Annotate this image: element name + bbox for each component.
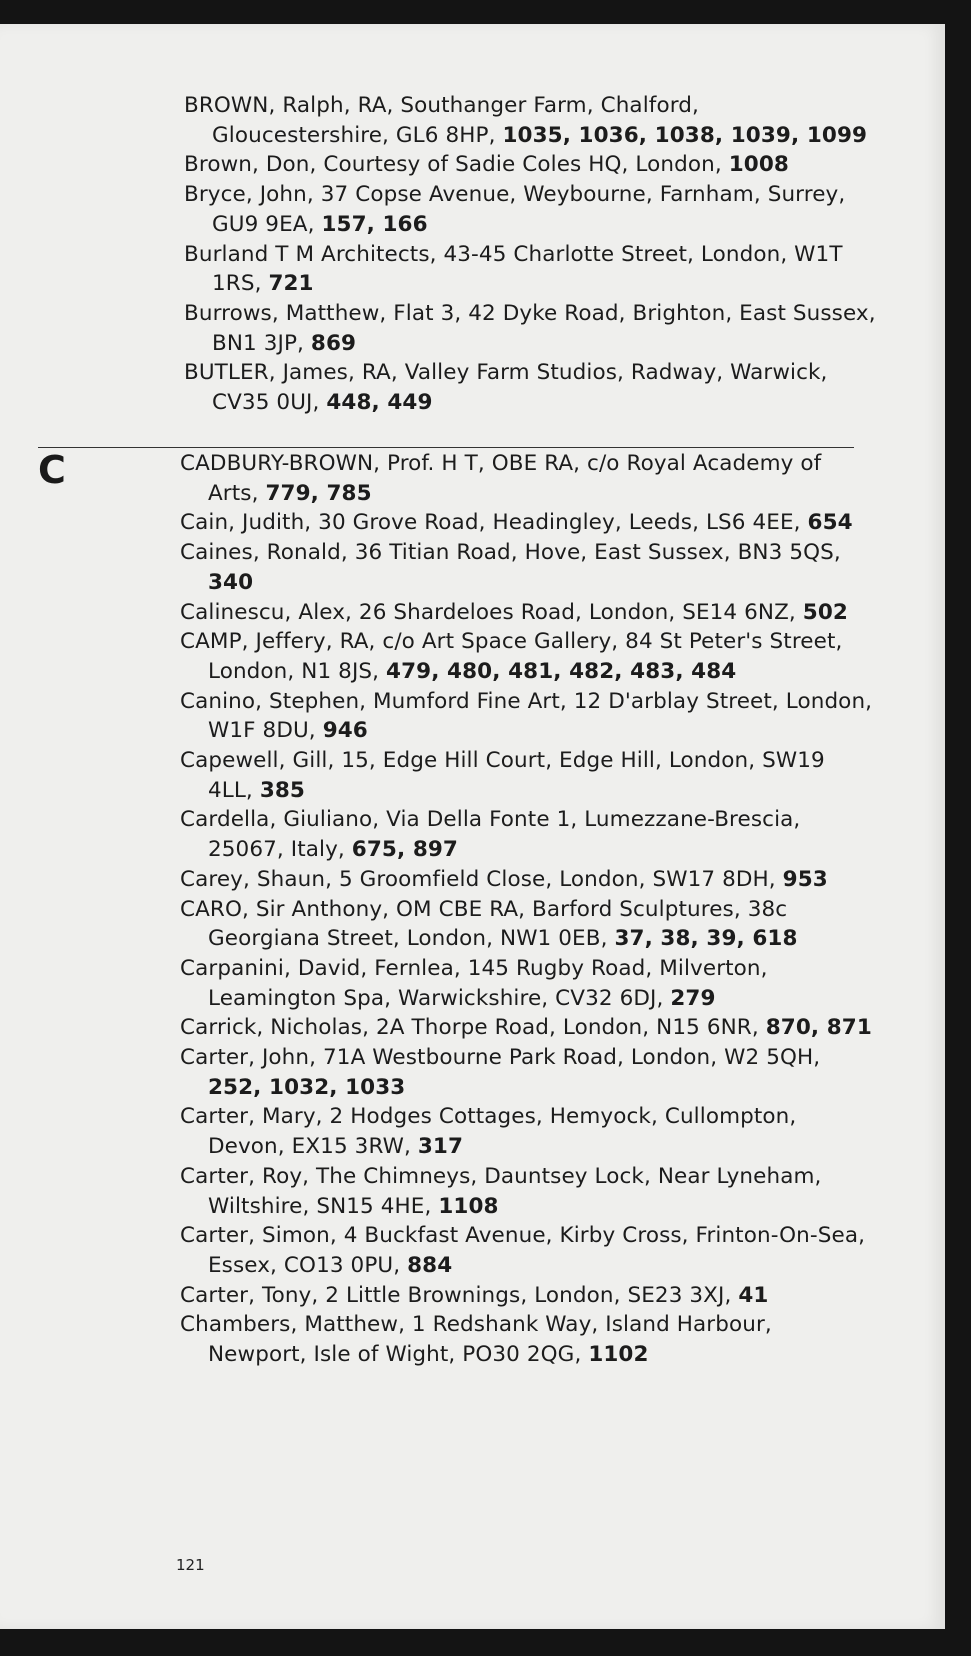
entry-pages: 1008 — [728, 152, 789, 178]
entry-address: CAMP, Jeffery, RA, c/o Art Space Gallery, 84 St Peter's Street, London, N1 8JS, — [180, 629, 843, 684]
entry-pages: 279 — [670, 985, 716, 1011]
entry-address: Carter, Simon, 4 Buckfast Avenue, Kirby Cross, Frinton-On-Sea, Essex, CO13 0PU, — [180, 1223, 866, 1278]
entry-address: Canino, Stephen, Mumford Fine Art, 12 D'arblay Street, London, W1F 8DU, — [180, 688, 873, 744]
index-entry — [184, 240, 877, 299]
entry-pages: 654 — [807, 510, 853, 536]
entry-pages: 884 — [407, 1252, 453, 1278]
index-entry — [184, 91, 877, 150]
section-divider — [38, 447, 854, 448]
entry-pages: 1102 — [588, 1342, 649, 1368]
entry-address: Carey, Shaun, 5 Groomfield Close, London, SW17 8DH, — [180, 866, 783, 892]
entry-pages: 946 — [322, 718, 368, 744]
entry-pages: 41 — [738, 1282, 769, 1308]
index-entry — [180, 598, 873, 628]
index-entry — [180, 1281, 873, 1311]
index-entry — [180, 1310, 873, 1369]
entry-address: Burrows, Matthew, Flat 3, 42 Dyke Road, Brighton, East Sussex, BN1 3JP, — [184, 300, 876, 356]
entry-pages: 1108 — [438, 1193, 499, 1219]
entry-pages: 340 — [208, 569, 254, 595]
entry-address: BUTLER, James, RA, Valley Farm Studios, Radway, Warwick, CV35 0UJ, — [184, 360, 828, 416]
index-entry — [180, 1013, 873, 1043]
index-entry — [180, 449, 873, 508]
index-entry — [184, 150, 877, 180]
index-entry — [180, 1221, 873, 1280]
entry-address: Calinescu, Alex, 26 Shardeloes Road, London, SE14 6NZ, — [180, 599, 803, 625]
index-entry — [180, 1043, 873, 1102]
entry-address: Carpanini, David, Fernlea, 145 Rugby Road, Milverton, Leamington Spa, Warwickshire, CV32 6DJ, — [180, 955, 768, 1011]
entry-pages: 1035, 1036, 1038, 1039, 1099 — [502, 122, 868, 148]
index-entry — [180, 865, 873, 895]
index-entry — [180, 895, 873, 954]
entry-pages: 779, 785 — [265, 480, 372, 506]
entry-address: Caines, Ronald, 36 Titian Road, Hove, East Sussex, BN3 5QS, — [180, 540, 841, 566]
entry-address: Carter, Roy, The Chimneys, Dauntsey Lock, Near Lyneham, Wiltshire, SN15 4HE, — [180, 1163, 822, 1219]
index-entry — [184, 180, 877, 239]
entry-list — [184, 91, 877, 418]
entry-address: Carrick, Nicholas, 2A Thorpe Road, London, N15 6NR, — [180, 1015, 766, 1041]
entry-pages: 448, 449 — [326, 390, 433, 416]
index-entry — [180, 538, 873, 597]
index-entry — [180, 1162, 873, 1221]
entry-address: Cain, Judith, 30 Grove Road, Headingley, Leeds, LS6 4EE, — [180, 510, 808, 536]
entry-pages: 385 — [259, 777, 305, 803]
entry-pages: 157, 166 — [321, 211, 428, 237]
entry-address: Capewell, Gill, 15, Edge Hill Court, Edge Hill, London, SW19 4LL, — [180, 748, 825, 803]
index-entry — [184, 299, 877, 358]
entry-pages: 870, 871 — [765, 1015, 872, 1041]
entry-address: Bryce, John, 37 Copse Avenue, Weybourne, Farnham, Surrey, GU9 9EA, — [184, 182, 846, 237]
entry-address: Brown, Don, Courtesy of Sadie Coles HQ, London, — [184, 152, 729, 178]
entry-pages: 721 — [268, 271, 314, 297]
index-entry — [180, 508, 873, 538]
index-entry — [180, 627, 873, 686]
entry-address: Burland T M Architects, 43-45 Charlotte Street, London, W1T 1RS, — [184, 241, 843, 297]
index-entry — [180, 746, 873, 805]
entry-pages: 317 — [417, 1134, 464, 1160]
entry-address: Cardella, Giuliano, Via Della Fonte 1, Lumezzane-Brescia, 25067, Italy, — [180, 807, 801, 863]
entry-address: Carter, Tony, 2 Little Brownings, London, SE23 3XJ, — [180, 1282, 739, 1308]
entry-list — [180, 449, 873, 1370]
index-page — [0, 24, 945, 1629]
entry-pages: 479, 480, 481, 482, 483, 484 — [386, 658, 737, 684]
entry-address: Carter, John, 71A Westbourne Park Road, London, W2 5QH, — [180, 1045, 821, 1071]
entry-address: CARO, Sir Anthony, OM CBE RA, Barford Sculptures, 38c Georgiana Street, London, NW1 0EB, — [180, 896, 788, 952]
entry-address: Chambers, Matthew, 1 Redshank Way, Island Harbour, Newport, Isle of Wight, PO30 2QG, — [180, 1312, 772, 1368]
entry-pages: 502 — [802, 599, 848, 625]
entry-pages: 37, 38, 39, 618 — [614, 926, 798, 952]
entry-address: BROWN, Ralph, RA, Southanger Farm, Chalford, Gloucestershire, GL6 8HP, — [184, 93, 699, 148]
entry-pages: 252, 1032, 1033 — [208, 1074, 406, 1100]
section-letter: C — [38, 448, 66, 492]
index-entry — [180, 687, 873, 746]
index-entry — [180, 954, 873, 1013]
page-number: 121 — [176, 1556, 205, 1574]
entry-pages: 869 — [310, 330, 357, 356]
index-entry — [180, 1102, 873, 1161]
entry-pages: 953 — [782, 866, 828, 892]
entry-pages: 675, 897 — [351, 837, 458, 863]
index-entry — [184, 358, 877, 417]
index-entry — [180, 805, 873, 864]
entry-address: CADBURY-BROWN, Prof. H T, OBE RA, c/o Royal Academy of Arts, — [180, 451, 822, 506]
entry-address: Carter, Mary, 2 Hodges Cottages, Hemyock, Cullompton, Devon, EX15 3RW, — [180, 1104, 797, 1160]
